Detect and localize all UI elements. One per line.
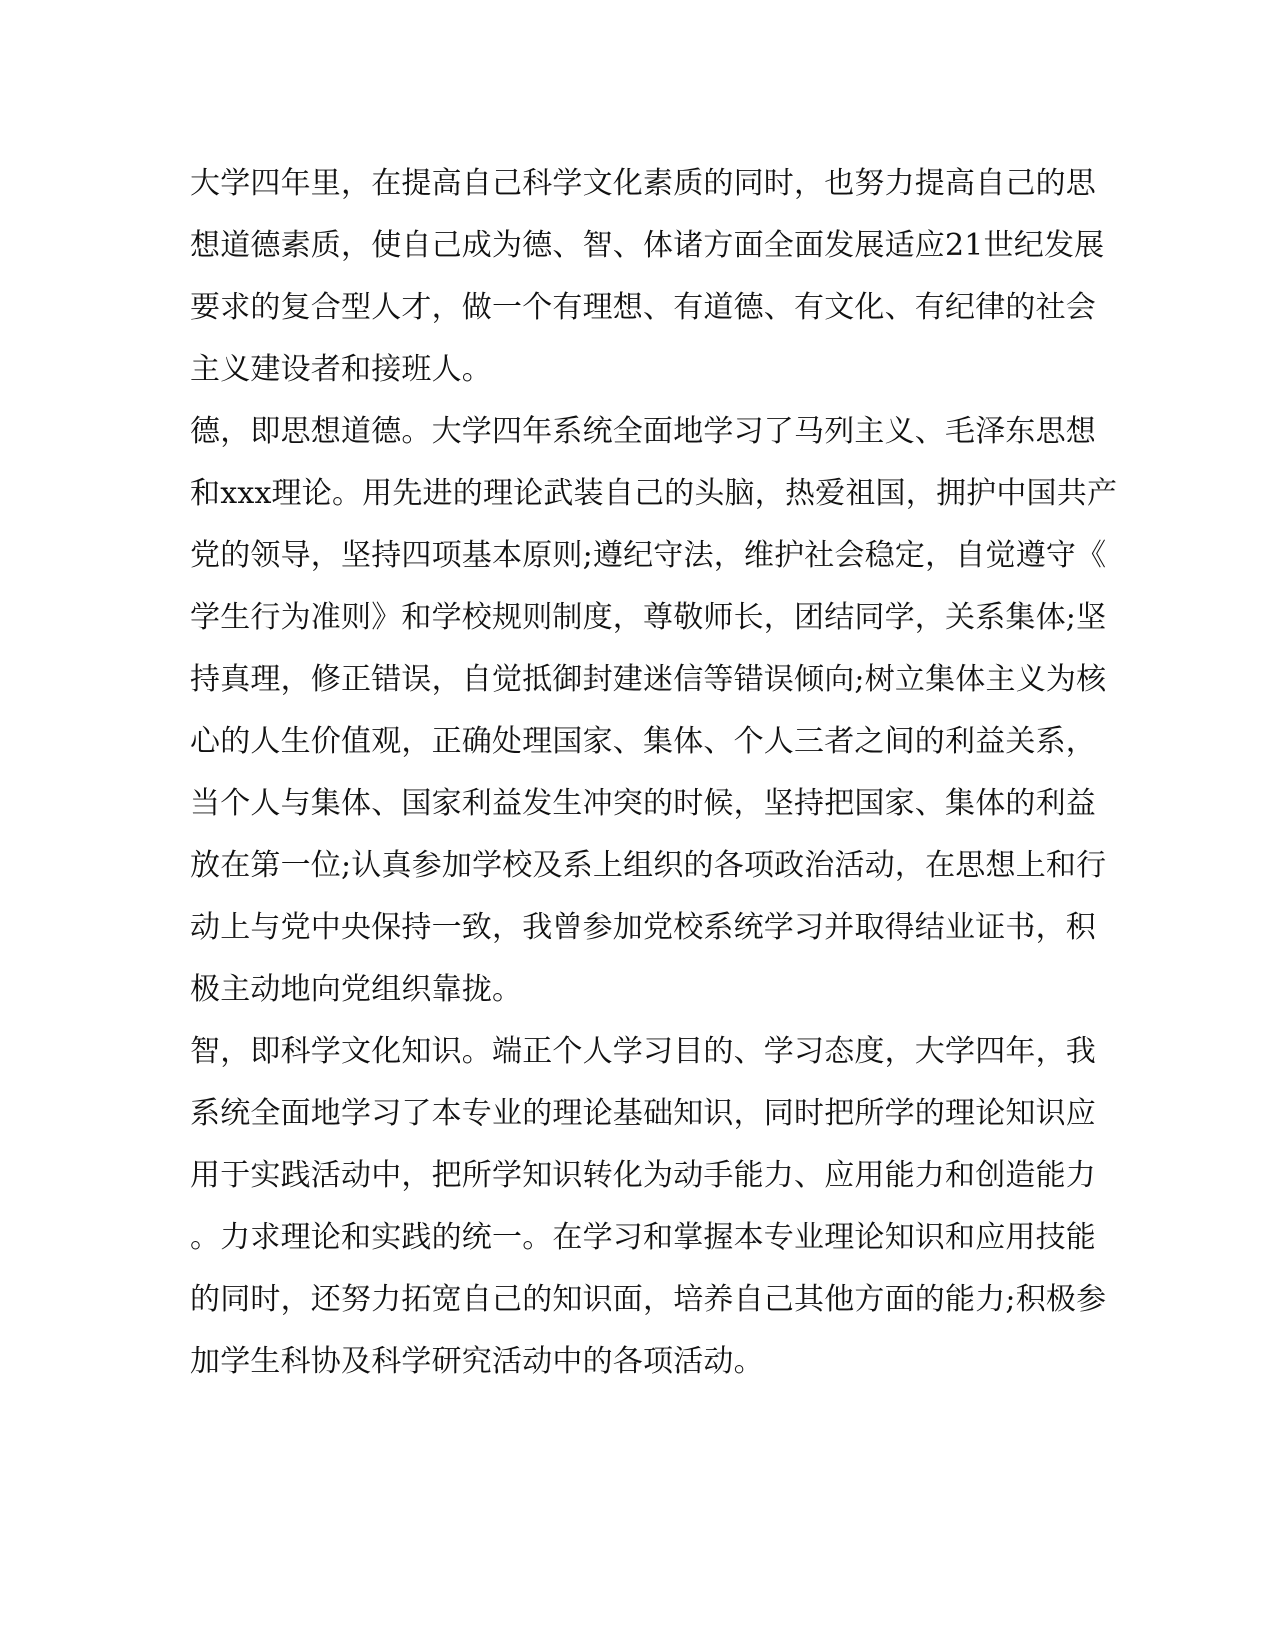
text-line: 持真理，修正错误，自觉抵御封建迷信等错误倾向;树立集体主义为核 xyxy=(190,662,1107,697)
text-line: 要求的复合型人才，做一个有理想、有道德、有文化、有纪律的社会 xyxy=(190,290,1096,325)
text-line: 主义建设者和接班人。 xyxy=(190,352,492,387)
text-line: 当个人与集体、国家利益发生冲突的时候，坚持把国家、集体的利益 xyxy=(190,786,1096,821)
text-line: 想道德素质，使自己成为德、智、体诸方面全面发展适应21世纪发展 xyxy=(190,228,1105,263)
text-line: 德，即思想道德。大学四年系统全面地学习了马列主义、毛泽东思想 xyxy=(190,414,1096,449)
text-line: 放在第一位;认真参加学校及系上组织的各项政治活动，在思想上和行 xyxy=(190,848,1107,883)
text-line: 和xxx理论。用先进的理论武装自己的头脑，热爱祖国，拥护中国共产 xyxy=(190,476,1118,511)
text-line: 系统全面地学习了本专业的理论基础知识，同时把所学的理论知识应 xyxy=(190,1096,1096,1131)
text-line: 的同时，还努力拓宽自己的知识面，培养自己其他方面的能力;积极参 xyxy=(190,1282,1107,1317)
text-line: 大学四年里，在提高自己科学文化素质的同时，也努力提高自己的思 xyxy=(190,166,1096,201)
text-line: 智，即科学文化知识。端正个人学习目的、学习态度，大学四年，我 xyxy=(190,1034,1096,1069)
text-line: 党的领导，坚持四项基本原则;遵纪守法，维护社会稳定，自觉遵守《 xyxy=(190,538,1107,573)
text-line: 学生行为准则》和学校规则制度，尊敬师长，团结同学，关系集体;坚 xyxy=(190,600,1107,635)
text-line: 。力求理论和实践的统一。在学习和掌握本专业理论知识和应用技能 xyxy=(190,1220,1096,1255)
text-line: 动上与党中央保持一致，我曾参加党校系统学习并取得结业证书，积 xyxy=(190,910,1096,945)
text-line: 极主动地向党组织靠拢。 xyxy=(190,972,523,1007)
text-line: 加学生科协及科学研究活动中的各项活动。 xyxy=(190,1344,764,1379)
text-line: 心的人生价值观，正确处理国家、集体、个人三者之间的利益关系， xyxy=(190,724,1096,759)
text-line: 用于实践活动中，把所学知识转化为动手能力、应用能力和创造能力 xyxy=(190,1158,1096,1193)
